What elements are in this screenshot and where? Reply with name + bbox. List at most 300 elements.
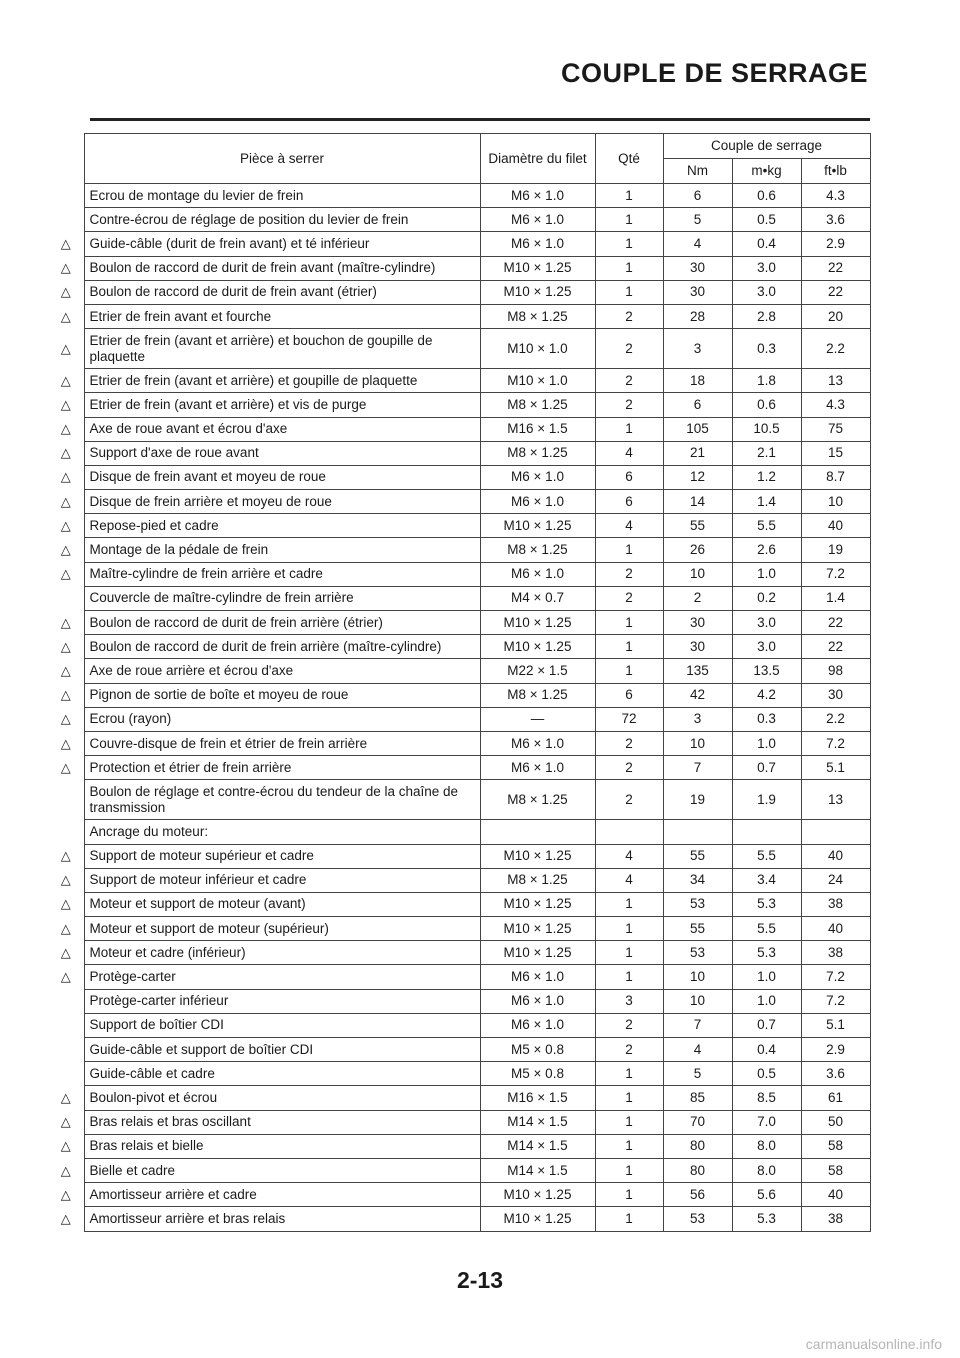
cell-nm: 4 (663, 232, 732, 256)
cell-mkg: 0.7 (732, 756, 801, 780)
cell-ftlb: 2.2 (801, 707, 870, 731)
cell-qty: 6 (595, 490, 663, 514)
cell-nm: 3 (663, 707, 732, 731)
torque-table-container (48, 133, 870, 1232)
cell-piece: Maître-cylindre de frein arrière et cadre (84, 562, 480, 586)
cell-ftlb: 98 (801, 659, 870, 683)
row-mark-cell (48, 1207, 84, 1231)
cell-piece: Montage de la pédale de frein (84, 538, 480, 562)
cell-nm: 56 (663, 1183, 732, 1207)
table-row (48, 780, 870, 820)
cell-nm: 70 (663, 1110, 732, 1134)
cell-qty: 1 (595, 1110, 663, 1134)
cell-piece: Etrier de frein (avant et arrière) et bouchon de goupille de plaquette (84, 329, 480, 369)
row-mark-cell (48, 1110, 84, 1134)
cell-piece: Support de moteur supérieur et cadre (84, 844, 480, 868)
triangle-icon: △ (60, 969, 71, 985)
cell-nm: 55 (663, 917, 732, 941)
cell-thread: M16 × 1.5 (480, 417, 595, 441)
cell-mkg: 3.0 (732, 280, 801, 304)
cell-qty: 2 (595, 1013, 663, 1037)
cell-nm: 10 (663, 731, 732, 755)
cell-ftlb: 38 (801, 941, 870, 965)
cell-mkg: 1.0 (732, 989, 801, 1013)
triangle-icon: △ (60, 1138, 71, 1154)
page-title: COUPLE DE SERRAGE (560, 58, 868, 88)
cell-piece: Protège-carter inférieur (84, 989, 480, 1013)
cell-ftlb (801, 820, 870, 844)
row-mark-cell (48, 256, 84, 280)
cell-ftlb: 20 (801, 304, 870, 328)
row-mark-cell (48, 756, 84, 780)
cell-nm: 26 (663, 538, 732, 562)
triangle-icon: △ (60, 896, 71, 912)
cell-thread: M6 × 1.0 (480, 465, 595, 489)
table-row (48, 184, 870, 208)
cell-piece: Etrier de frein (avant et arrière) et vis de purge (84, 393, 480, 417)
header-mkg: m•kg (732, 159, 801, 184)
cell-nm: 34 (663, 868, 732, 892)
cell-thread: M8 × 1.25 (480, 780, 595, 820)
triangle-icon: △ (60, 1114, 71, 1130)
cell-ftlb: 24 (801, 868, 870, 892)
cell-piece: Guide-câble et cadre (84, 1062, 480, 1086)
cell-qty: 1 (595, 1062, 663, 1086)
cell-nm: 30 (663, 256, 732, 280)
table-row (48, 441, 870, 465)
cell-nm: 28 (663, 304, 732, 328)
cell-piece: Bielle et cadre (84, 1158, 480, 1182)
cell-thread: M8 × 1.25 (480, 441, 595, 465)
triangle-icon: △ (60, 711, 71, 727)
header-piece: Pièce à serrer (84, 134, 480, 184)
cell-piece: Amortisseur arrière et cadre (84, 1183, 480, 1207)
cell-thread: M10 × 1.25 (480, 280, 595, 304)
table-row (48, 844, 870, 868)
cell-nm: 6 (663, 184, 732, 208)
row-mark-cell (48, 1062, 84, 1086)
triangle-icon: △ (60, 566, 71, 582)
cell-ftlb: 5.1 (801, 756, 870, 780)
cell-ftlb: 50 (801, 1110, 870, 1134)
cell-ftlb: 1.4 (801, 586, 870, 610)
cell-qty: 1 (595, 280, 663, 304)
torque-table (48, 133, 871, 1232)
triangle-icon: △ (60, 284, 71, 300)
cell-piece: Disque de frein arrière et moyeu de roue (84, 490, 480, 514)
row-mark-cell (48, 659, 84, 683)
cell-ftlb: 40 (801, 1183, 870, 1207)
cell-mkg: 0.3 (732, 329, 801, 369)
cell-qty: 1 (595, 1134, 663, 1158)
cell-qty: 2 (595, 756, 663, 780)
table-row (48, 683, 870, 707)
table-row (48, 1207, 870, 1231)
cell-qty: 2 (595, 731, 663, 755)
triangle-icon: △ (60, 848, 71, 864)
cell-qty: 2 (595, 393, 663, 417)
row-mark-cell (48, 1183, 84, 1207)
cell-ftlb: 15 (801, 441, 870, 465)
triangle-icon: △ (60, 469, 71, 485)
cell-piece: Disque de frein avant et moyeu de roue (84, 465, 480, 489)
cell-qty: 1 (595, 611, 663, 635)
triangle-icon: △ (60, 517, 71, 533)
cell-nm: 80 (663, 1158, 732, 1182)
cell-piece: Etrier de frein (avant et arrière) et goupille de plaquette (84, 369, 480, 393)
table-row (48, 329, 870, 369)
cell-ftlb: 3.6 (801, 208, 870, 232)
cell-piece: Boulon-pivot et écrou (84, 1086, 480, 1110)
table-row (48, 538, 870, 562)
cell-ftlb: 10 (801, 490, 870, 514)
cell-piece: Repose-pied et cadre (84, 514, 480, 538)
row-mark-cell (48, 417, 84, 441)
triangle-icon: △ (60, 445, 71, 461)
row-mark-cell (48, 820, 84, 844)
row-mark-cell (48, 731, 84, 755)
cell-thread: M10 × 1.25 (480, 256, 595, 280)
cell-mkg: 0.5 (732, 208, 801, 232)
cell-piece: Boulon de raccord de durit de frein arrière (maître-cylindre) (84, 635, 480, 659)
cell-qty: 1 (595, 1183, 663, 1207)
cell-qty: 1 (595, 941, 663, 965)
cell-mkg: 0.4 (732, 1038, 801, 1062)
row-mark-cell (48, 1086, 84, 1110)
cell-piece: Guide-câble (durit de frein avant) et té inférieur (84, 232, 480, 256)
cell-piece: Support de moteur inférieur et cadre (84, 868, 480, 892)
cell-piece: Axe de roue arrière et écrou d'axe (84, 659, 480, 683)
cell-nm: 55 (663, 514, 732, 538)
cell-nm: 6 (663, 393, 732, 417)
cell-qty: 3 (595, 989, 663, 1013)
table-row (48, 280, 870, 304)
cell-nm: 10 (663, 965, 732, 989)
row-mark-cell (48, 1013, 84, 1037)
table-row (48, 1134, 870, 1158)
cell-mkg: 1.0 (732, 562, 801, 586)
cell-thread: — (480, 707, 595, 731)
cell-qty: 1 (595, 965, 663, 989)
page-number: 2-13 (456, 1267, 504, 1293)
triangle-icon: △ (60, 1210, 71, 1226)
table-row (48, 393, 870, 417)
table-row (48, 465, 870, 489)
cell-ftlb: 22 (801, 611, 870, 635)
cell-nm: 21 (663, 441, 732, 465)
row-mark-cell (48, 586, 84, 610)
cell-qty: 1 (595, 417, 663, 441)
cell-qty: 1 (595, 1158, 663, 1182)
cell-nm: 7 (663, 756, 732, 780)
cell-thread: M10 × 1.25 (480, 514, 595, 538)
cell-nm: 42 (663, 683, 732, 707)
cell-piece: Protection et étrier de frein arrière (84, 756, 480, 780)
mark-column-header (48, 134, 84, 184)
cell-piece: Moteur et support de moteur (supérieur) (84, 917, 480, 941)
cell-mkg: 2.6 (732, 538, 801, 562)
cell-thread: M6 × 1.0 (480, 756, 595, 780)
cell-mkg: 0.4 (732, 232, 801, 256)
row-mark-cell (48, 868, 84, 892)
cell-mkg: 5.5 (732, 844, 801, 868)
table-row (48, 965, 870, 989)
cell-piece: Pignon de sortie de boîte et moyeu de roue (84, 683, 480, 707)
row-mark-cell (48, 369, 84, 393)
row-mark-cell (48, 208, 84, 232)
cell-thread: M6 × 1.0 (480, 989, 595, 1013)
cell-ftlb: 22 (801, 635, 870, 659)
cell-nm: 80 (663, 1134, 732, 1158)
table-row (48, 1013, 870, 1037)
cell-qty: 2 (595, 780, 663, 820)
row-mark-cell (48, 490, 84, 514)
cell-thread: M14 × 1.5 (480, 1134, 595, 1158)
cell-piece: Boulon de raccord de durit de frein arrière (étrier) (84, 611, 480, 635)
cell-qty: 1 (595, 659, 663, 683)
row-mark-cell (48, 707, 84, 731)
triangle-icon: △ (60, 638, 71, 654)
cell-thread: M8 × 1.25 (480, 393, 595, 417)
row-mark-cell (48, 941, 84, 965)
table-row (48, 369, 870, 393)
cell-ftlb: 2.2 (801, 329, 870, 369)
cell-mkg: 3.0 (732, 256, 801, 280)
cell-qty: 2 (595, 562, 663, 586)
cell-thread: M8 × 1.25 (480, 538, 595, 562)
row-mark-cell (48, 280, 84, 304)
cell-mkg: 4.2 (732, 683, 801, 707)
cell-ftlb: 4.3 (801, 184, 870, 208)
triangle-icon: △ (60, 235, 71, 251)
cell-qty: 2 (595, 1038, 663, 1062)
row-mark-cell (48, 683, 84, 707)
cell-qty: 4 (595, 868, 663, 892)
cell-ftlb: 38 (801, 1207, 870, 1231)
cell-nm: 135 (663, 659, 732, 683)
cell-nm: 55 (663, 844, 732, 868)
cell-thread: M6 × 1.0 (480, 562, 595, 586)
cell-nm: 53 (663, 892, 732, 916)
row-mark-cell (48, 780, 84, 820)
triangle-icon: △ (60, 920, 71, 936)
table-row (48, 731, 870, 755)
triangle-icon: △ (60, 421, 71, 437)
cell-mkg: 1.8 (732, 369, 801, 393)
cell-mkg: 5.3 (732, 941, 801, 965)
cell-piece: Protège-carter (84, 965, 480, 989)
cell-nm: 5 (663, 1062, 732, 1086)
cell-thread: M6 × 1.0 (480, 184, 595, 208)
table-row (48, 1183, 870, 1207)
cell-thread: M4 × 0.7 (480, 586, 595, 610)
header-qte: Qté (595, 134, 663, 184)
cell-qty: 4 (595, 514, 663, 538)
cell-nm: 30 (663, 611, 732, 635)
cell-ftlb: 13 (801, 780, 870, 820)
cell-piece: Etrier de frein avant et fourche (84, 304, 480, 328)
table-row (48, 941, 870, 965)
cell-mkg: 0.3 (732, 707, 801, 731)
cell-mkg: 0.5 (732, 1062, 801, 1086)
table-row (48, 659, 870, 683)
cell-qty: 1 (595, 208, 663, 232)
cell-nm: 10 (663, 562, 732, 586)
cell-ftlb: 19 (801, 538, 870, 562)
table-row (48, 514, 870, 538)
cell-thread: M10 × 1.25 (480, 892, 595, 916)
table-row (48, 232, 870, 256)
cell-mkg: 8.0 (732, 1158, 801, 1182)
cell-ftlb: 13 (801, 369, 870, 393)
cell-mkg: 1.0 (732, 731, 801, 755)
cell-piece: Couvercle de maître-cylindre de frein arrière (84, 586, 480, 610)
row-mark-cell (48, 184, 84, 208)
watermark: carmanualsonline.info (805, 1336, 942, 1352)
cell-piece: Couvre-disque de frein et étrier de frein arrière (84, 731, 480, 755)
triangle-icon: △ (60, 872, 71, 888)
cell-mkg: 7.0 (732, 1110, 801, 1134)
triangle-icon: △ (60, 662, 71, 678)
cell-thread: M10 × 1.0 (480, 369, 595, 393)
cell-thread (480, 820, 595, 844)
cell-piece: Boulon de réglage et contre-écrou du tendeur de la chaîne de transmission (84, 780, 480, 820)
row-mark-cell (48, 441, 84, 465)
cell-nm: 53 (663, 1207, 732, 1231)
cell-ftlb: 2.9 (801, 1038, 870, 1062)
cell-ftlb: 8.7 (801, 465, 870, 489)
triangle-icon: △ (60, 735, 71, 751)
cell-qty: 6 (595, 683, 663, 707)
cell-mkg: 8.5 (732, 1086, 801, 1110)
cell-ftlb: 5.1 (801, 1013, 870, 1037)
cell-qty: 4 (595, 844, 663, 868)
cell-mkg: 3.4 (732, 868, 801, 892)
header-rule (90, 118, 870, 121)
cell-mkg: 5.3 (732, 1207, 801, 1231)
row-mark-cell (48, 465, 84, 489)
cell-mkg: 0.6 (732, 184, 801, 208)
cell-qty (595, 820, 663, 844)
cell-ftlb: 2.9 (801, 232, 870, 256)
cell-mkg: 3.0 (732, 635, 801, 659)
triangle-icon: △ (60, 759, 71, 775)
header-diametre: Diamètre du filet (480, 134, 595, 184)
cell-thread: M6 × 1.0 (480, 490, 595, 514)
cell-ftlb: 40 (801, 917, 870, 941)
row-mark-cell (48, 917, 84, 941)
cell-qty: 1 (595, 232, 663, 256)
triangle-icon: △ (60, 340, 71, 356)
cell-mkg: 1.4 (732, 490, 801, 514)
triangle-icon: △ (60, 260, 71, 276)
row-mark-cell (48, 538, 84, 562)
table-row (48, 892, 870, 916)
torque-table-body (48, 184, 870, 1232)
cell-mkg: 5.5 (732, 514, 801, 538)
cell-thread: M14 × 1.5 (480, 1158, 595, 1182)
cell-mkg: 1.9 (732, 780, 801, 820)
table-row (48, 208, 870, 232)
cell-nm: 7 (663, 1013, 732, 1037)
row-mark-cell (48, 1158, 84, 1182)
cell-nm: 105 (663, 417, 732, 441)
table-row (48, 635, 870, 659)
triangle-icon: △ (60, 542, 71, 558)
cell-nm: 10 (663, 989, 732, 1013)
row-mark-cell (48, 393, 84, 417)
table-row (48, 586, 870, 610)
triangle-icon: △ (60, 372, 71, 388)
table-row (48, 989, 870, 1013)
cell-mkg: 1.2 (732, 465, 801, 489)
cell-thread: M10 × 1.25 (480, 917, 595, 941)
cell-thread: M6 × 1.0 (480, 731, 595, 755)
cell-qty: 1 (595, 1086, 663, 1110)
table-row (48, 256, 870, 280)
triangle-icon: △ (60, 1089, 71, 1105)
cell-nm: 30 (663, 280, 732, 304)
cell-qty: 1 (595, 917, 663, 941)
cell-nm: 2 (663, 586, 732, 610)
table-row (48, 917, 870, 941)
cell-qty: 2 (595, 369, 663, 393)
cell-mkg: 5.5 (732, 917, 801, 941)
cell-thread: M16 × 1.5 (480, 1086, 595, 1110)
cell-thread: M10 × 1.0 (480, 329, 595, 369)
table-row (48, 1062, 870, 1086)
cell-thread: M10 × 1.25 (480, 635, 595, 659)
table-row (48, 417, 870, 441)
cell-nm: 14 (663, 490, 732, 514)
cell-ftlb: 61 (801, 1086, 870, 1110)
cell-qty: 6 (595, 465, 663, 489)
cell-ftlb: 7.2 (801, 965, 870, 989)
cell-piece: Bras relais et bras oscillant (84, 1110, 480, 1134)
cell-ftlb: 58 (801, 1158, 870, 1182)
cell-piece: Support de boîtier CDI (84, 1013, 480, 1037)
cell-qty: 1 (595, 184, 663, 208)
row-mark-cell (48, 611, 84, 635)
cell-mkg: 5.3 (732, 892, 801, 916)
row-mark-cell (48, 329, 84, 369)
cell-thread: M10 × 1.25 (480, 1183, 595, 1207)
cell-mkg: 0.6 (732, 393, 801, 417)
cell-ftlb: 7.2 (801, 562, 870, 586)
cell-nm: 3 (663, 329, 732, 369)
cell-piece: Boulon de raccord de durit de frein avant (étrier) (84, 280, 480, 304)
header-ftlb: ft•lb (801, 159, 870, 184)
cell-thread: M6 × 1.0 (480, 232, 595, 256)
cell-mkg: 3.0 (732, 611, 801, 635)
table-row (48, 756, 870, 780)
cell-piece: Moteur et support de moteur (avant) (84, 892, 480, 916)
cell-piece: Support d'axe de roue avant (84, 441, 480, 465)
table-row (48, 1110, 870, 1134)
cell-mkg: 1.0 (732, 965, 801, 989)
cell-thread: M5 × 0.8 (480, 1038, 595, 1062)
cell-thread: M6 × 1.0 (480, 1013, 595, 1037)
triangle-icon: △ (60, 944, 71, 960)
cell-thread: M8 × 1.25 (480, 868, 595, 892)
cell-piece: Guide-câble et support de boîtier CDI (84, 1038, 480, 1062)
cell-piece: Moteur et cadre (inférieur) (84, 941, 480, 965)
cell-ftlb: 30 (801, 683, 870, 707)
triangle-icon: △ (60, 1186, 71, 1202)
cell-thread: M22 × 1.5 (480, 659, 595, 683)
cell-ftlb: 4.3 (801, 393, 870, 417)
cell-mkg: 2.8 (732, 304, 801, 328)
